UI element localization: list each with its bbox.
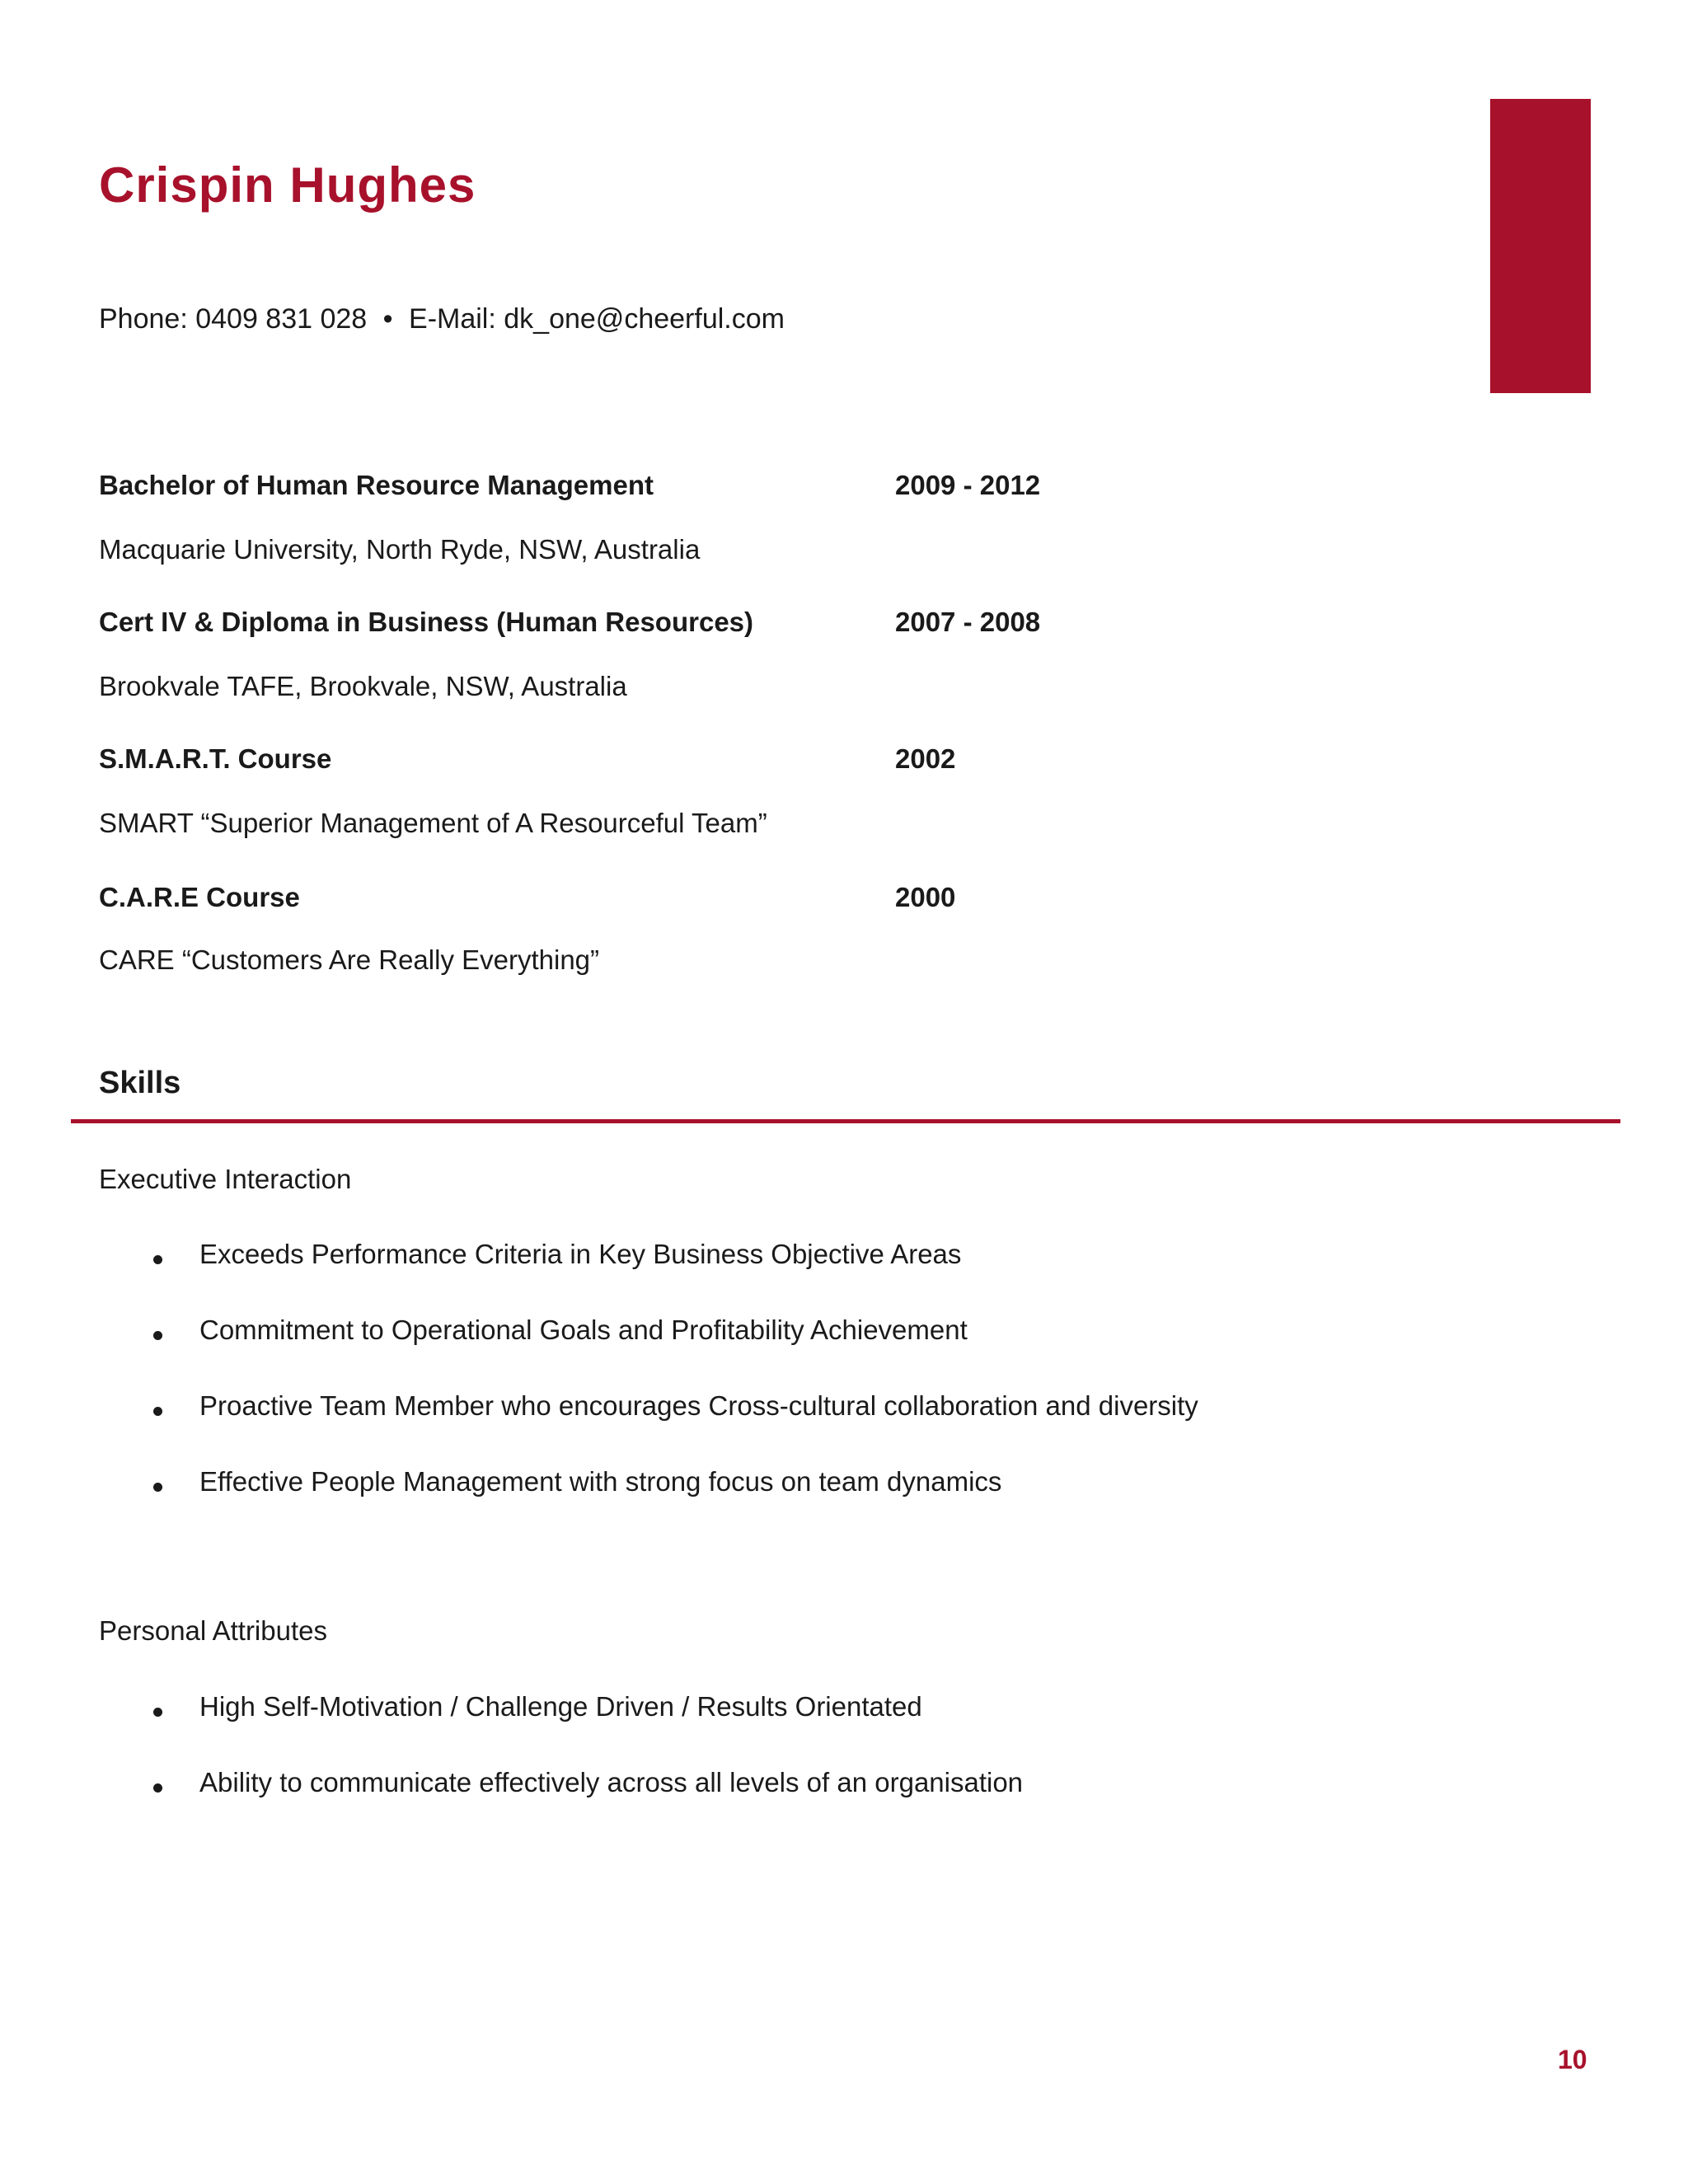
education-detail: Macquarie University, North Ryde, NSW, Australia: [99, 534, 701, 565]
bullet-icon: [153, 1331, 162, 1340]
education-detail: SMART “Superior Management of A Resourceful Team”: [99, 808, 767, 838]
education-detail: CARE “Customers Are Really Everything”: [99, 944, 600, 975]
list-item-text: Ability to communicate effectively across all levels of an organisation: [199, 1767, 1024, 1797]
section-divider: [71, 1119, 1620, 1123]
list-item-text: High Self-Motivation / Challenge Driven / Results Orientated: [199, 1691, 922, 1722]
bullet-icon: [153, 1255, 162, 1264]
email-address: dk_one@cheerful.com: [504, 303, 785, 335]
contact-line: [99, 303, 785, 335]
education-years: 2002: [895, 743, 956, 774]
list-item-text: Effective People Management with strong focus on team dynamics: [199, 1466, 1002, 1497]
email-label: E-Mail:: [409, 303, 496, 335]
education-years: 2009 - 2012: [895, 470, 1041, 500]
page-number: 10: [1558, 2045, 1587, 2074]
education-title: C.A.R.E Course: [99, 882, 300, 912]
list-item-text: Commitment to Operational Goals and Profitability Achievement: [199, 1315, 968, 1345]
education-years: 2007 - 2008: [895, 607, 1041, 637]
bullet-icon: [153, 1407, 162, 1416]
personal-attributes-label: Personal Attributes: [99, 1615, 327, 1646]
education-title: S.M.A.R.T. Course: [99, 743, 332, 774]
skills-heading: Skills: [99, 1066, 181, 1100]
list-item-text: Exceeds Performance Criteria in Key Business Objective Areas: [199, 1239, 962, 1269]
phone-number: 0409 831 028: [195, 303, 368, 335]
bullet-icon: [153, 1783, 162, 1793]
education-detail: Brookvale TAFE, Brookvale, NSW, Australia: [99, 671, 627, 701]
accent-block: [1490, 99, 1591, 393]
bullet-icon: [153, 1483, 162, 1492]
list-item-text: Proactive Team Member who encourages Cross-cultural collaboration and diversity: [199, 1390, 1198, 1421]
education-title: Bachelor of Human Resource Management: [99, 470, 654, 500]
contact-separator: •: [382, 303, 393, 335]
phone-label: Phone:: [99, 303, 188, 335]
education-years: 2000: [895, 882, 956, 912]
executive-interaction-label: Executive Interaction: [99, 1164, 352, 1194]
candidate-name: Crispin Hughes: [99, 157, 476, 213]
education-title: Cert IV & Diploma in Business (Human Resources): [99, 607, 754, 637]
bullet-icon: [153, 1708, 162, 1717]
